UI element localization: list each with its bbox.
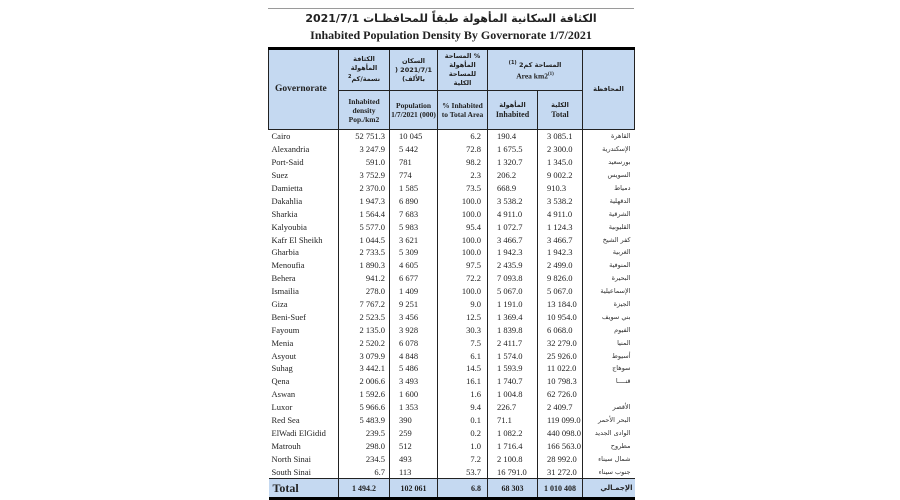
row-total: 10 954.0	[538, 310, 583, 323]
total-label-ar: الإجمـالي	[583, 479, 635, 499]
table-row	[269, 220, 635, 233]
row-total: 13 184.0	[538, 298, 583, 311]
header-pct-en: % Inhabited to Total Area	[438, 91, 488, 130]
row-total: 9 826.0	[538, 272, 583, 285]
row-inhabited: 7 093.8	[488, 272, 538, 285]
table-row	[269, 182, 635, 195]
row-name: Damietta	[269, 182, 339, 195]
row-population: 4 848	[390, 349, 438, 362]
row-population: 3 456	[390, 310, 438, 323]
row-name-ar: الوادى الجديد	[583, 426, 635, 439]
row-name-ar: الغربية	[583, 246, 635, 259]
row-name: Port-Said	[269, 156, 339, 169]
row-density: 278.0	[339, 285, 390, 298]
row-population: 493	[390, 452, 438, 465]
row-total: 31 272.0	[538, 465, 583, 478]
row-pct: 6.1	[438, 349, 488, 362]
row-total: 910.3	[538, 182, 583, 195]
row-inhabited: 3 538.2	[488, 194, 538, 207]
total-population: 102 061	[390, 479, 438, 499]
header-density-ar	[339, 49, 390, 91]
row-population: 3 493	[390, 375, 438, 388]
row-inhabited: 4 911.0	[488, 207, 538, 220]
row-name: Fayoum	[269, 323, 339, 336]
row-name: Cairo	[269, 130, 339, 143]
row-inhabited: 71.1	[488, 414, 538, 427]
row-total: 32 279.0	[538, 336, 583, 349]
table-row	[269, 310, 635, 323]
row-name-ar: البحر الأحمر	[583, 414, 635, 427]
table-row	[269, 452, 635, 465]
row-pct: 100.0	[438, 207, 488, 220]
header-total-ar: الكلية	[551, 101, 569, 109]
row-inhabited: 1 191.0	[488, 298, 538, 311]
density-table	[268, 47, 635, 500]
row-total: 25 926.0	[538, 349, 583, 362]
row-name: Aswan	[269, 388, 339, 401]
header-area-ar	[489, 59, 581, 70]
header-area-ar-sup: (1)	[508, 60, 517, 67]
row-population: 259	[390, 426, 438, 439]
row-inhabited: 1 082.2	[488, 426, 538, 439]
row-density: 7 767.2	[339, 298, 390, 311]
row-inhabited: 226.7	[488, 401, 538, 414]
row-inhabited: 5 067.0	[488, 285, 538, 298]
total-row	[269, 479, 635, 499]
row-density: 2 523.5	[339, 310, 390, 323]
top-rule	[268, 8, 634, 9]
row-name: Luxor	[269, 401, 339, 414]
row-pct: 14.5	[438, 362, 488, 375]
total-label: Total	[269, 479, 339, 499]
row-inhabited: 190.4	[488, 130, 538, 143]
row-density: 1 044.5	[339, 233, 390, 246]
row-density: 234.5	[339, 452, 390, 465]
table-row	[269, 414, 635, 427]
header-population-ar: السكان 2021/7/1 ( بالألف)	[390, 49, 438, 91]
row-pct: 100.0	[438, 194, 488, 207]
row-density: 6.7	[339, 465, 390, 478]
row-name: Suhag	[269, 362, 339, 375]
row-density: 1 890.3	[339, 259, 390, 272]
row-density: 941.2	[339, 272, 390, 285]
table-row	[269, 233, 635, 246]
row-population: 113	[390, 465, 438, 478]
row-inhabited: 206.2	[488, 169, 538, 182]
row-inhabited: 3 466.7	[488, 233, 538, 246]
row-pct: 30.3	[438, 323, 488, 336]
row-name: Ismailia	[269, 285, 339, 298]
row-inhabited: 1 369.4	[488, 310, 538, 323]
table-row	[269, 323, 635, 336]
row-inhabited: 1 004.8	[488, 388, 538, 401]
row-name: Qena	[269, 375, 339, 388]
table-row	[269, 362, 635, 375]
row-name: Behera	[269, 272, 339, 285]
row-density: 52 751.3	[339, 130, 390, 143]
row-population: 7 683	[390, 207, 438, 220]
header-area-ar-text: المساحة كم2	[518, 61, 562, 70]
row-pct: 95.4	[438, 220, 488, 233]
row-name: ElWadi ElGidid	[269, 426, 339, 439]
table-row	[269, 349, 635, 362]
row-density: 2 006.6	[339, 375, 390, 388]
row-population: 781	[390, 156, 438, 169]
row-density: 3 752.9	[339, 169, 390, 182]
row-inhabited: 1 574.0	[488, 349, 538, 362]
row-name-ar: جنوب سيناء	[583, 465, 635, 478]
header-inhabited-en: Inhabited	[495, 110, 530, 119]
row-population: 390	[390, 414, 438, 427]
row-population: 1 600	[390, 388, 438, 401]
title-english: Inhabited Population Density By Governorate 1/7/2021	[310, 28, 592, 42]
row-name: Suez	[269, 169, 339, 182]
header-area-en	[489, 70, 581, 81]
row-population: 3 621	[390, 233, 438, 246]
row-density: 2 733.5	[339, 246, 390, 259]
row-total: 28 992.0	[538, 452, 583, 465]
header-inhabited	[488, 91, 538, 130]
row-name-ar: الفيوم	[583, 323, 635, 336]
header-total	[538, 91, 583, 130]
table-row	[269, 285, 635, 298]
total-total: 1 010 408	[538, 479, 583, 499]
row-name-ar: الجيزة	[583, 298, 635, 311]
row-density: 1 564.4	[339, 207, 390, 220]
row-total: 10 798.3	[538, 375, 583, 388]
table-row	[269, 272, 635, 285]
row-total: 1 124.3	[538, 220, 583, 233]
row-total: 11 022.0	[538, 362, 583, 375]
header-governorate-ar: المحافظة	[583, 49, 635, 130]
row-name: Kafr El Sheikh	[269, 233, 339, 246]
row-inhabited: 2 411.7	[488, 336, 538, 349]
row-name-ar: السويس	[583, 169, 635, 182]
row-total: 4 911.0	[538, 207, 583, 220]
total-inhabited: 68 303	[488, 479, 538, 499]
row-total: 5 067.0	[538, 285, 583, 298]
row-name-ar: القليوبية	[583, 220, 635, 233]
row-pct: 1.0	[438, 439, 488, 452]
row-total: 2 499.0	[538, 259, 583, 272]
row-pct: 72.8	[438, 143, 488, 156]
row-name-ar: الإسماعيلية	[583, 285, 635, 298]
row-density: 2 520.2	[339, 336, 390, 349]
row-density: 1 592.6	[339, 388, 390, 401]
row-name: South Sinai	[269, 465, 339, 478]
row-population: 6 677	[390, 272, 438, 285]
row-name: Menia	[269, 336, 339, 349]
row-population: 5 309	[390, 246, 438, 259]
row-name-ar: شمال سيناء	[583, 452, 635, 465]
table-row	[269, 336, 635, 349]
row-total: 62 726.0	[538, 388, 583, 401]
table-body	[269, 130, 635, 479]
row-total: 3 466.7	[538, 233, 583, 246]
row-inhabited: 1 675.5	[488, 143, 538, 156]
row-name: Beni-Suef	[269, 310, 339, 323]
row-name: Matrouh	[269, 439, 339, 452]
row-name: Sharkia	[269, 207, 339, 220]
row-name-ar: دمياط	[583, 182, 635, 195]
table-row	[269, 465, 635, 478]
table-row	[269, 426, 635, 439]
row-density: 298.0	[339, 439, 390, 452]
row-name-ar: كفر الشيخ	[583, 233, 635, 246]
row-name-ar: مطروح	[583, 439, 635, 452]
row-total: 2 300.0	[538, 143, 583, 156]
row-density: 5 966.6	[339, 401, 390, 414]
table-row	[269, 194, 635, 207]
row-density: 239.5	[339, 426, 390, 439]
row-population: 10 045	[390, 130, 438, 143]
row-name: Kalyoubia	[269, 220, 339, 233]
row-density: 2 370.0	[339, 182, 390, 195]
table-row	[269, 143, 635, 156]
header-inhabited-ar: المأهولة	[499, 101, 526, 109]
header-population-en: Population 1/7/2021 (000)	[390, 91, 438, 130]
table-row	[269, 130, 635, 143]
row-total: 119 099.0	[538, 414, 583, 427]
row-name: Red Sea	[269, 414, 339, 427]
row-total: 9 002.2	[538, 169, 583, 182]
row-pct: 100.0	[438, 246, 488, 259]
row-density: 3 247.9	[339, 143, 390, 156]
row-density: 2 135.0	[339, 323, 390, 336]
total-density: 1 494.2	[339, 479, 390, 499]
row-pct: 16.1	[438, 375, 488, 388]
header-total-en: Total	[551, 110, 569, 119]
row-name: Dakahlia	[269, 194, 339, 207]
table-row	[269, 439, 635, 452]
row-name-ar: قنــــا	[583, 375, 635, 388]
header-area-en-sup: (1)	[547, 72, 554, 78]
row-inhabited: 668.9	[488, 182, 538, 195]
table-row	[269, 375, 635, 388]
row-population: 6 078	[390, 336, 438, 349]
row-inhabited: 16 791.0	[488, 465, 538, 478]
row-name-ar: القاهرة	[583, 130, 635, 143]
row-name-ar: سوهاج	[583, 362, 635, 375]
row-pct: 6.2	[438, 130, 488, 143]
row-inhabited: 1 942.3	[488, 246, 538, 259]
row-population: 5 486	[390, 362, 438, 375]
row-name: Asyout	[269, 349, 339, 362]
row-population: 5 442	[390, 143, 438, 156]
row-name-ar: البحيرة	[583, 272, 635, 285]
header-pct-ar: % المساحة المأهولة للمساحة الكلية	[438, 49, 488, 91]
row-name-ar: أسيوط	[583, 349, 635, 362]
row-population: 5 983	[390, 220, 438, 233]
row-pct: 98.2	[438, 156, 488, 169]
row-inhabited: 1 740.7	[488, 375, 538, 388]
row-pct: 72.2	[438, 272, 488, 285]
row-name-ar: بني سويف	[583, 310, 635, 323]
table-row	[269, 401, 635, 414]
row-inhabited: 2 100.8	[488, 452, 538, 465]
header-row-1	[269, 49, 635, 91]
row-total: 166 563.0	[538, 439, 583, 452]
row-name-ar: الإسكندرية	[583, 143, 635, 156]
header-area	[488, 49, 583, 91]
row-density: 5 577.0	[339, 220, 390, 233]
row-population: 9 251	[390, 298, 438, 311]
table-row	[269, 207, 635, 220]
title-arabic: الكثافة السكانية المأهولة طبقاً للمحافظـات 2021/7/1	[305, 12, 597, 25]
row-density: 591.0	[339, 156, 390, 169]
row-population: 1 585	[390, 182, 438, 195]
row-density: 1 947.3	[339, 194, 390, 207]
row-name-ar: المنيا	[583, 336, 635, 349]
table-row	[269, 298, 635, 311]
row-pct: 97.5	[438, 259, 488, 272]
row-density: 3 079.9	[339, 349, 390, 362]
row-total: 1 345.0	[538, 156, 583, 169]
row-pct: 0.1	[438, 414, 488, 427]
header-density-ar-sup: 2	[347, 74, 352, 81]
row-pct: 7.2	[438, 452, 488, 465]
row-population: 1 353	[390, 401, 438, 414]
row-total: 6 068.0	[538, 323, 583, 336]
row-density: 3 442.1	[339, 362, 390, 375]
header-area-en-text: Area km2	[516, 71, 548, 81]
row-name-ar: المنوفية	[583, 259, 635, 272]
table-row	[269, 156, 635, 169]
row-inhabited: 1 593.9	[488, 362, 538, 375]
row-density: 5 483.9	[339, 414, 390, 427]
header-governorate: Governorate	[269, 49, 339, 130]
row-total: 440 098.0	[538, 426, 583, 439]
row-inhabited: 1 320.7	[488, 156, 538, 169]
row-pct: 0.2	[438, 426, 488, 439]
row-population: 4 605	[390, 259, 438, 272]
row-inhabited: 1 716.4	[488, 439, 538, 452]
row-pct: 9.4	[438, 401, 488, 414]
row-name: Giza	[269, 298, 339, 311]
row-population: 512	[390, 439, 438, 452]
table-row	[269, 259, 635, 272]
row-name-ar: الدقهلية	[583, 194, 635, 207]
row-name: North Sinai	[269, 452, 339, 465]
row-pct: 53.7	[438, 465, 488, 478]
table-row	[269, 246, 635, 259]
row-pct: 73.5	[438, 182, 488, 195]
row-total: 3 085.1	[538, 130, 583, 143]
table-row	[269, 388, 635, 401]
row-name-ar	[583, 388, 635, 401]
row-pct: 7.5	[438, 336, 488, 349]
row-population: 774	[390, 169, 438, 182]
row-name-ar: بورسعيد	[583, 156, 635, 169]
row-pct: 1.6	[438, 388, 488, 401]
row-pct: 9.0	[438, 298, 488, 311]
row-name: Gharbia	[269, 246, 339, 259]
row-total: 3 538.2	[538, 194, 583, 207]
row-population: 6 890	[390, 194, 438, 207]
total-pct: 6.8	[438, 479, 488, 499]
row-pct: 12.5	[438, 310, 488, 323]
row-inhabited: 2 435.9	[488, 259, 538, 272]
row-name-ar: الأقصر	[583, 401, 635, 414]
row-inhabited: 1 072.7	[488, 220, 538, 233]
header-density-en: Inhabited density Pop./km2	[339, 91, 390, 130]
row-population: 1 409	[390, 285, 438, 298]
row-pct: 2.3	[438, 169, 488, 182]
row-inhabited: 1 839.8	[488, 323, 538, 336]
header-density-ar-text: الكثافة المأهولة نسمة/كم	[350, 55, 381, 84]
row-name: Menoufia	[269, 259, 339, 272]
row-total: 2 409.7	[538, 401, 583, 414]
row-total: 1 942.3	[538, 246, 583, 259]
row-name: Alexandria	[269, 143, 339, 156]
row-pct: 100.0	[438, 233, 488, 246]
table-row	[269, 169, 635, 182]
row-population: 3 928	[390, 323, 438, 336]
row-pct: 100.0	[438, 285, 488, 298]
row-name-ar: الشرقية	[583, 207, 635, 220]
